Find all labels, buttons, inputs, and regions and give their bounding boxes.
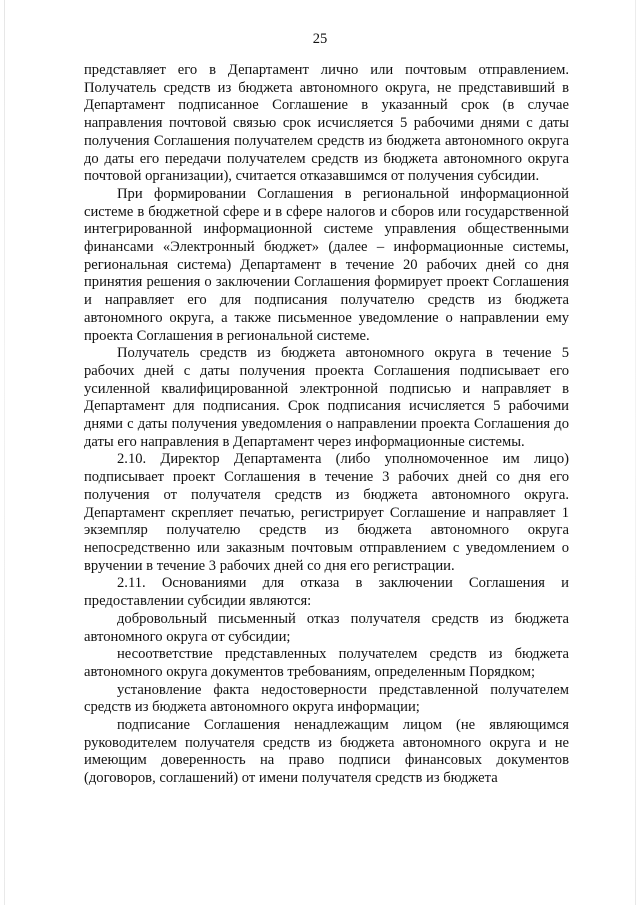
paragraph: несоответствие представленных получателем средств из бюджета автономного округа документов требованиям, определенным Порядком;	[84, 646, 569, 680]
paragraph: установление факта недостоверности представленной получателем средств из бюджета автономного округа информации;	[84, 681, 569, 716]
paragraph: Получатель средств из бюджета автономного округа в течение 5 рабочих дней с даты получения проекта Соглашения подписывает его усиленной квалифицированной электронной подписью и направляет в Департамент для подписания. Срок подписания исчисляется 5 рабочими днями с даты получения уведомления о направлении проекта Соглашения до даты его направления в Департамент через информационные системы.	[84, 345, 569, 450]
scan-right-edge	[635, 0, 636, 905]
paragraph: добровольный письменный отказ получателя средств из бюджета автономного округа от субсидии;	[84, 610, 569, 645]
document-body	[84, 62, 569, 788]
paragraph: При формировании Соглашения в региональной информационной системе в бюджетной сфере и в сфере налогов и сборов или государственной интегрированной информационной системе управления общественными финансами «Электронный бюджет» (далее – информационные системы, региональная система) Департамент в течение 20 рабочих дней со дня принятия решения о заключении Соглашения формирует проект Соглашения и направляет его для подписания получателю средств из бюджета автономного округа, а также письменное уведомление о направлении ему проекта Соглашения в региональной системе.	[84, 185, 569, 344]
paragraph: подписание Соглашения ненадлежащим лицом (не являющимся руководителем получателя средств из бюджета автономного округа и не имеющим доверенность на право подписи финансовых документов (договоров, соглашений) от имени получателя средств из бюджета	[84, 717, 569, 787]
paragraph: 2.11. Основаниями для отказа в заключении Соглашения и предоставлении субсидии являются:	[84, 575, 569, 610]
paragraph: представляет его в Департамент лично или почтовым отправлением. Получатель средств из бюджета автономного округа, не представивший в Департамент подписанное Соглашение в указанный срок (в случае направления почтовой связью срок исчисляется 5 рабочими днями с даты получения Соглашения получателем средств из бюджета автономного округа до даты его передачи получателем средств из бюджета автономного округа почтовой организации), считается отказавшимся от получения субсидии.	[84, 62, 569, 185]
paragraph: 2.10. Директор Департамента (либо уполномоченное им лицо) подписывает проект Соглашения в течение 3 рабочих дней со дня его получения от получателя средств из бюджета автономного округа. Департамент скрепляет печатью, регистрирует Соглашение и направляет 1 экземпляр получателю средств из бюджета автономного округа непосредственно или заказным почтовым отправлением с уведомлением о вручении в течение 3 рабочих дней со дня его регистрации.	[84, 451, 569, 574]
page-number: 25	[312, 31, 328, 47]
scan-left-edge	[4, 0, 5, 905]
